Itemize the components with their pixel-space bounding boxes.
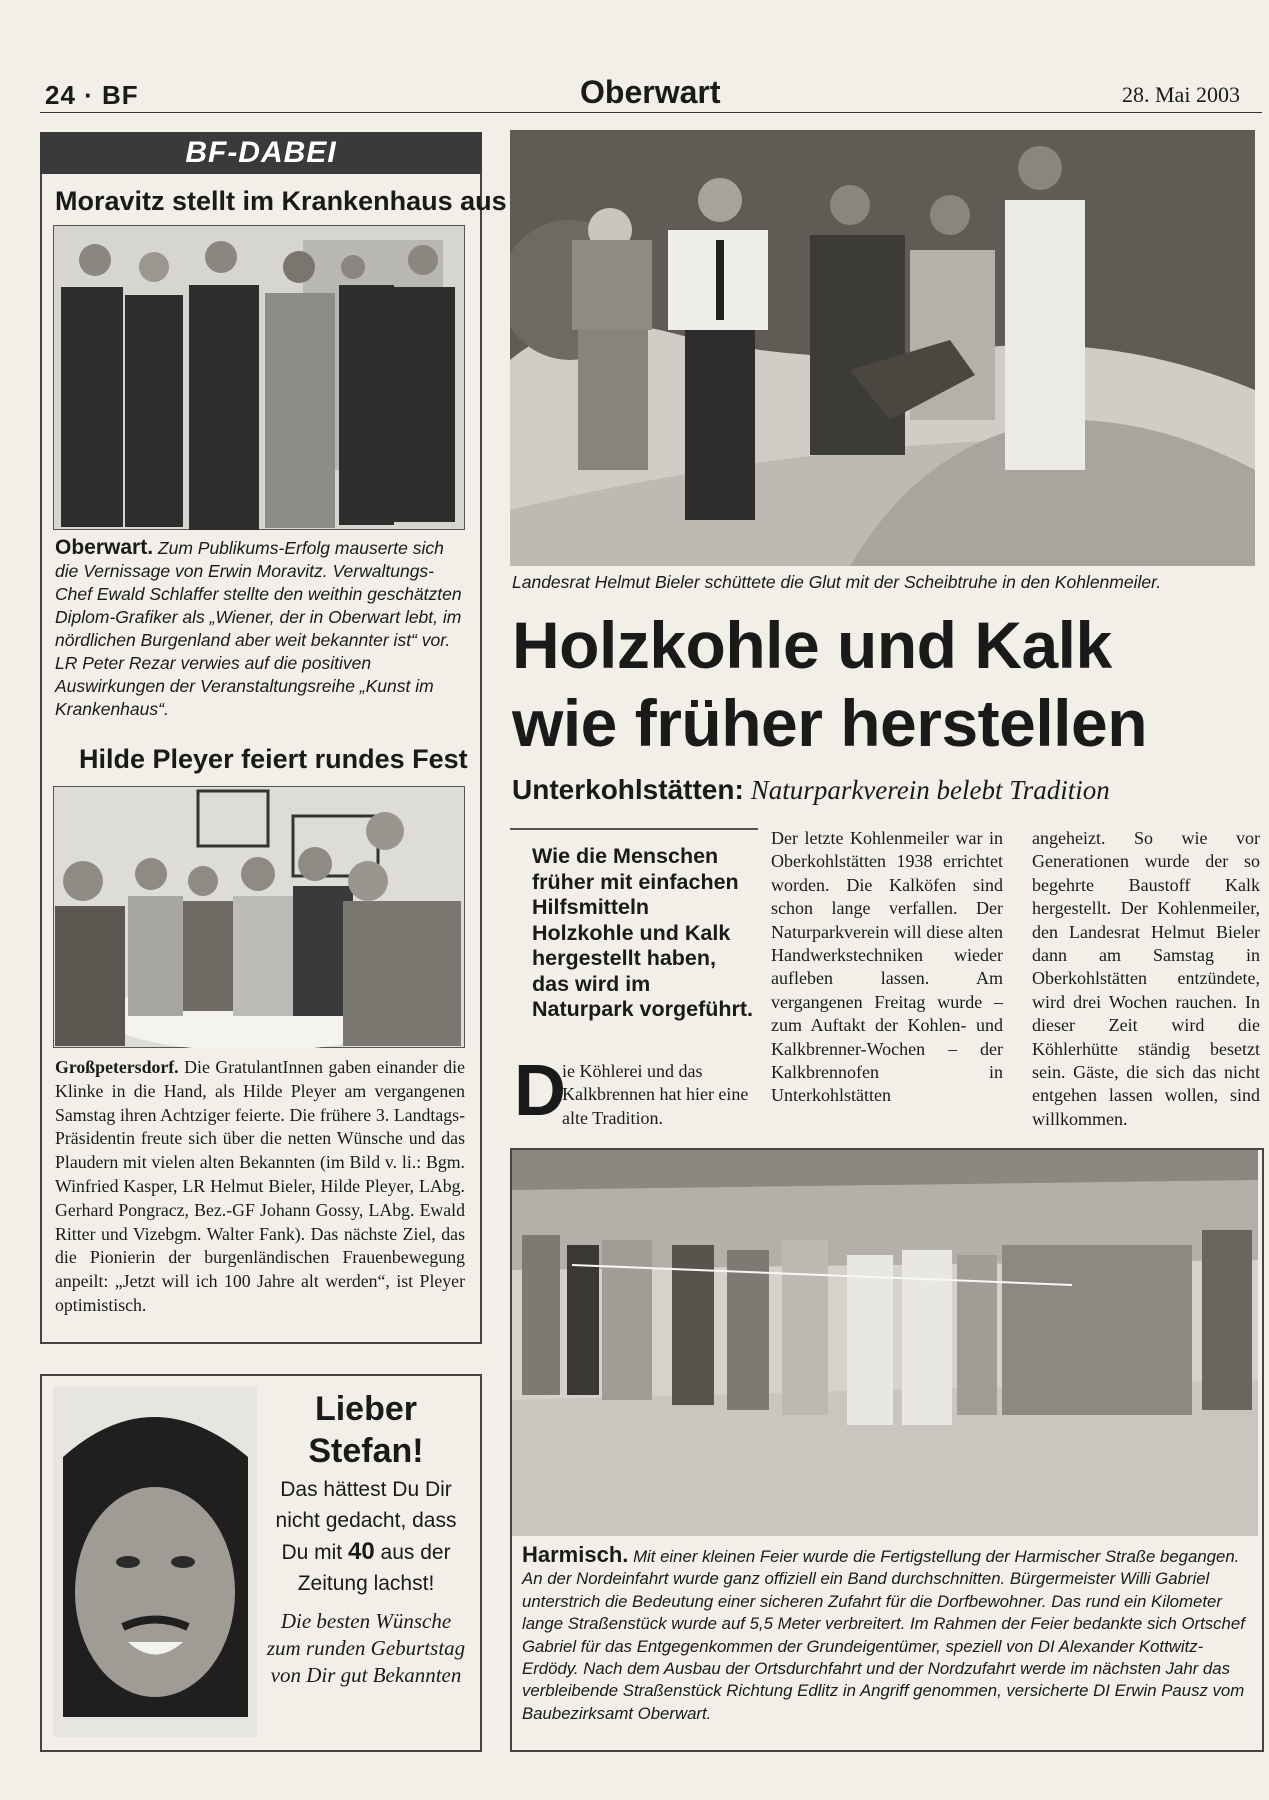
moravitz-place: Oberwart.: [55, 536, 154, 559]
harmisch-photo: [512, 1150, 1258, 1536]
harmisch-text: Mit einer kleinen Feier wurde die Fertigstellung der Harmischer Straße begangen. An der Nordeinfahrt wurde ganz offiziell ein Band durchschnitten. Bürgermeister Willi Gabriel unterstrich die Bedeutung einer sicheren Zufahrt für die Dorfbewohner. Das rund ein Kilometer lange Straßenstück wurde auf 5,5 Meter verbreitert. Im Rahmen der Feier bedankte sich Ortschef Gabriel für das Entgegenkommen der Grundeigentümer, speziell von DI Alexander Kottwitz-Erdödy. Nach dem Ausbau der Ortsdurchfahrt und der Nordzufahrt werde im nächsten Jahr das verbleibende Straßenstück Richtung Edlitz in Angriff genommen, versicherte DI Erwin Pausz vom Baubezirksamt Oberwart.: [522, 1547, 1245, 1723]
subheadline-text: Naturparkverein belebt Tradition: [750, 775, 1110, 805]
ad-text-2: aus der Zeitung lachst!: [297, 1541, 451, 1595]
header-rule: [40, 112, 1262, 113]
issue-date: 28. Mai 2003: [1122, 82, 1240, 107]
pleyer-text: Die GratulantInnen gaben einander die Klinke in die Hand, als Hilde Pleyer am vergangenen Samstag ihren Achtziger feierte. Die frühere 3. Landtags-Präsidentin freute sich über die netten Wünsche und das Plaudern mit vielen alten Bekannten (im Bild v. li.: Bgm. Winfried Kasper, LR Helmut Bieler, Hilde Pleyer, LAbg. Gerhard Pongracz, Bez.-GF Johann Gossy, LAbg. Ewald Ritter und Vizebgm. Walter Fank). Das nächste Ziel, das die Pionierin der burgenländischen Frauenbewegung anpeilt: „Jetzt will ich 100 Jahre alt werden“, ist Pleyer optimistisch.: [55, 1057, 465, 1315]
bf-dabei-banner: BF-DABEI: [40, 132, 482, 174]
pleyer-place: Großpetersdorf.: [55, 1057, 179, 1077]
body-text-1: ie Köhlerei und das Kalkbrennen hat hier eine alte Tradition.: [562, 1061, 749, 1128]
ad-headline-line-1: Lieber: [314, 1390, 418, 1428]
moravitz-headline: Moravitz stellt im Krankenhaus aus: [55, 186, 507, 216]
main-headline-line-2: wie früher herstellen: [512, 686, 1148, 760]
pleyer-headline: Hilde Pleyer feiert rundes Fest: [79, 744, 468, 774]
harmisch-caption: [522, 1544, 1252, 1725]
moravitz-text: Zum Publikums-Erfolg mauserte sich die Vernissage von Erwin Moravitz. Verwaltungs-Chef Ewald Schlaffer stellte den weithin geschätzten Diplom-Grafiker als „Wiener, der in Oberwart lebt, im nördlichen Burgenland aber weit bekannter ist“ vor. LR Peter Rezar verwies auf die positiven Auswirkungen der Veranstaltungsreihe „Kunst im Krankenhaus“.: [55, 538, 462, 719]
ad-headline-line-2: Stefan!: [308, 1432, 424, 1470]
harmisch-place: Harmisch.: [522, 1542, 629, 1567]
body-text-3: angeheizt. So wie vor Generationen wurde der so begehrte Baustoff Kalk hergestellt. Der Kohlenmeiler, den Landesrat Helmut Bieler dann am Samstag in Oberkohlstätten entzündete, wird drei Wochen rauchen. In dieser Zeit wird die Köhlerhütte ständig besetzt sein. Gäste, die sich das nicht entgehen lassen wollen, sind willkommen.: [1032, 828, 1260, 1129]
intro-text: Wie die Menschen früher mit einfachen Hilfsmitteln Holzkohle und Kalk hergestellt haben, das wird im Naturpark vorgeführt.: [532, 844, 754, 1021]
moravitz-caption: [55, 536, 465, 721]
section-title: Oberwart: [580, 74, 721, 110]
body-text-2: Der letzte Kohlenmeiler war in Oberkohlstätten 1938 errichtet worden. Die Kalköfen sind schon lange verfallen. Der Naturparkverein will diese alten Handwerkstechniken wieder aufleben lassen. Am vergangenen Freitag wurde – zum Auftakt der Kohlen- und Kalkbrenner-Wochen – der Kalkbrennofen in Unterkohlstätten: [771, 828, 1003, 1106]
moravitz-photo: [53, 225, 465, 530]
ad-age: 40: [347, 1538, 375, 1565]
pleyer-caption: [55, 1056, 465, 1318]
main-headline-line-1: Holzkohle und Kalk: [512, 608, 1112, 682]
drop-cap: D: [514, 1051, 566, 1131]
subheadline: [512, 774, 1110, 807]
ad-headline: [266, 1388, 466, 1472]
ad-text-1: Das hättest Du Dir nicht gedacht, dass Du mit: [275, 1478, 457, 1564]
page-number: 24 · BF: [45, 80, 139, 110]
pleyer-photo: [53, 786, 465, 1048]
ad-wish: Die besten Wünsche zum runden Geburtstag von Dir gut Bekannten: [266, 1609, 466, 1687]
kohlenmeiler-caption: Landesrat Helmut Bieler schüttete die Glut mit der Scheibtruhe in den Kohlenmeiler.: [512, 572, 1162, 592]
birthday-portrait: [53, 1387, 257, 1737]
kohlenmeiler-photo: [510, 130, 1255, 566]
main-headline: [512, 606, 1269, 762]
ad-text: [266, 1474, 466, 1599]
subheadline-place: Unterkohlstätten:: [512, 774, 744, 805]
